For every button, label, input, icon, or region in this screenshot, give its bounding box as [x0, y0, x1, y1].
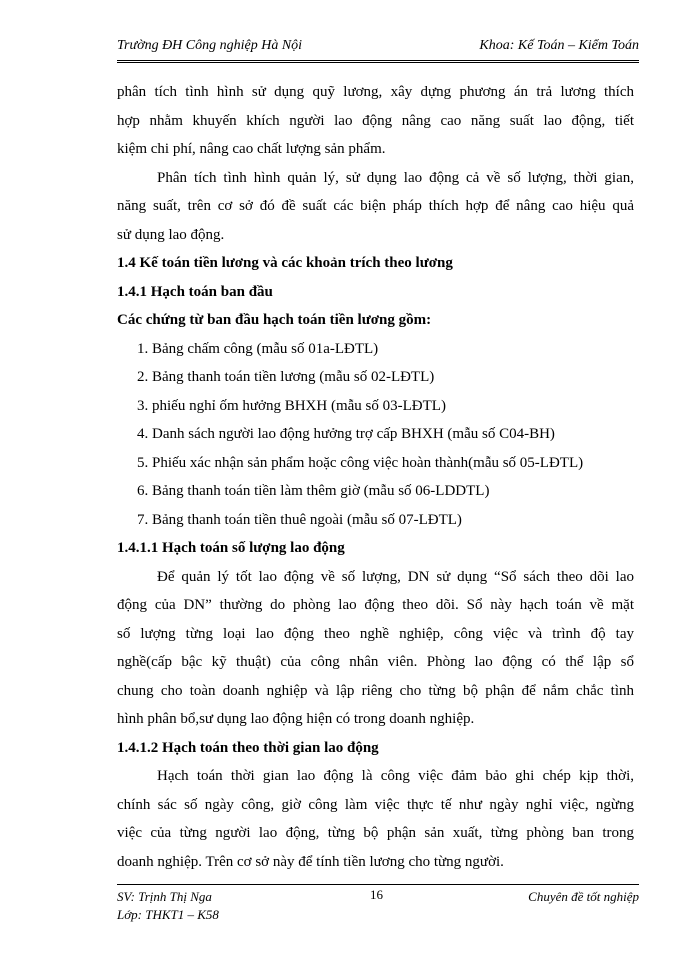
text-line: doanh nghiệp. Trên cơ sở này để tính tiền lương cho từng người.	[117, 853, 504, 870]
text-line: việc của từng người lao động, từng bộ phận sản xuất, từng phòng ban trong	[117, 825, 634, 841]
text-line: động của DN” thường do phòng lao động theo dõi. Sổ này hạch toán về mặt	[117, 597, 634, 613]
text-line: sử dụng lao động.	[117, 226, 225, 243]
text-line: chính sác số ngày công, giờ công làm việc thực tế như ngày nghỉ việc, ngừng	[117, 796, 634, 813]
document-body	[117, 78, 634, 876]
text-line: kiệm chi phí, nâng cao chất lượng sản phẩm.	[117, 141, 386, 157]
heading-1-4: 1.4 Kế toán tiền lương và các khoản trích theo lương	[117, 255, 453, 271]
text-line: năng suất, trên cơ sở đó đề suất các biện pháp thích hợp để nâng cao hiệu quả	[117, 198, 634, 214]
footer-student: SV: Trịnh Thị Nga	[117, 889, 212, 904]
list-item: 1. Bảng chấm công (mẫu số 01a-LĐTL)	[137, 340, 379, 357]
text-line: Phân tích tình hình quản lý, sử dụng lao động cả về số lượng, thời gian,	[157, 169, 634, 186]
header-school: Trường ĐH Công nghiệp Hà Nội	[117, 38, 303, 53]
list-item: 7. Bảng thanh toán tiền thuê ngoài (mẫu số 07-LĐTL)	[137, 511, 462, 528]
footer-topic: Chuyên đề tốt nghiệp	[528, 889, 639, 904]
paragraph-thoi-gian-lao-dong	[117, 762, 634, 876]
text-line: số lượng từng loại lao động theo nghề nghiệp, công việc và trình độ tay	[117, 625, 634, 642]
list-item: 6. Bảng thanh toán tiền làm thêm giờ (mẫu số 06-LDDTL)	[137, 483, 490, 499]
list-title: Các chứng từ ban đầu hạch toán tiền lương gồm:	[117, 312, 432, 328]
text-line: hình phân bổ,sư dụng lao động hiện có trong doanh nghiệp.	[117, 711, 475, 727]
document-list	[117, 335, 634, 535]
list-item: 4. Danh sách người lao động hưởng trợ cấp BHXH (mẫu số C04-BH)	[137, 426, 555, 442]
heading-1-4-1: 1.4.1 Hạch toán ban đầu	[117, 283, 273, 300]
text-line: Hạch toán thời gian lao động là công việc đảm bảo ghi chép kịp thời,	[157, 768, 634, 784]
heading-1-4-1-1: 1.4.1.1 Hạch toán số lượng lao động	[117, 540, 345, 556]
list-item: 2. Bảng thanh toán tiền lương (mẫu số 02-LĐTL)	[137, 369, 435, 385]
text-line: phân tích tình hình sử dụng quỹ lương, xây dựng phương án trả lương thích	[117, 84, 634, 100]
text-line: nghề(cấp bậc kỹ thuật) của công nhân viên. Phòng lao động có thể lập sổ	[117, 654, 634, 670]
footer-class: Lớp: THKT1 – K58	[117, 907, 219, 922]
text-line: hợp nhằm khuyến khích người lao động nâng cao năng suất lao động, tiết	[117, 112, 634, 129]
page-number: 16	[370, 887, 383, 902]
text-line: chung cho toàn doanh nghiệp và lập riêng cho từng bộ phận để nắm chắc tình	[117, 682, 634, 699]
list-item: 3. phiếu nghỉ ốm hưởng BHXH (mẫu số 03-LĐTL)	[137, 397, 446, 414]
paragraph-quy-luong	[117, 78, 634, 164]
paragraph-quan-ly-lao-dong	[117, 164, 634, 250]
paragraph-so-luong-lao-dong	[117, 563, 634, 734]
heading-1-4-1-2: 1.4.1.2 Hạch toán theo thời gian lao động	[117, 739, 379, 756]
page-header	[117, 38, 639, 63]
header-faculty: Khoa: Kế Toán – Kiểm Toán	[479, 38, 639, 53]
page-footer	[117, 884, 639, 922]
list-item: 5. Phiếu xác nhận sản phẩm hoặc công việc hoàn thành(mẫu số 05-LĐTL)	[137, 454, 584, 471]
text-line: Để quản lý tốt lao động về số lượng, DN sử dụng “Sổ sách theo dõi lao	[157, 568, 634, 585]
